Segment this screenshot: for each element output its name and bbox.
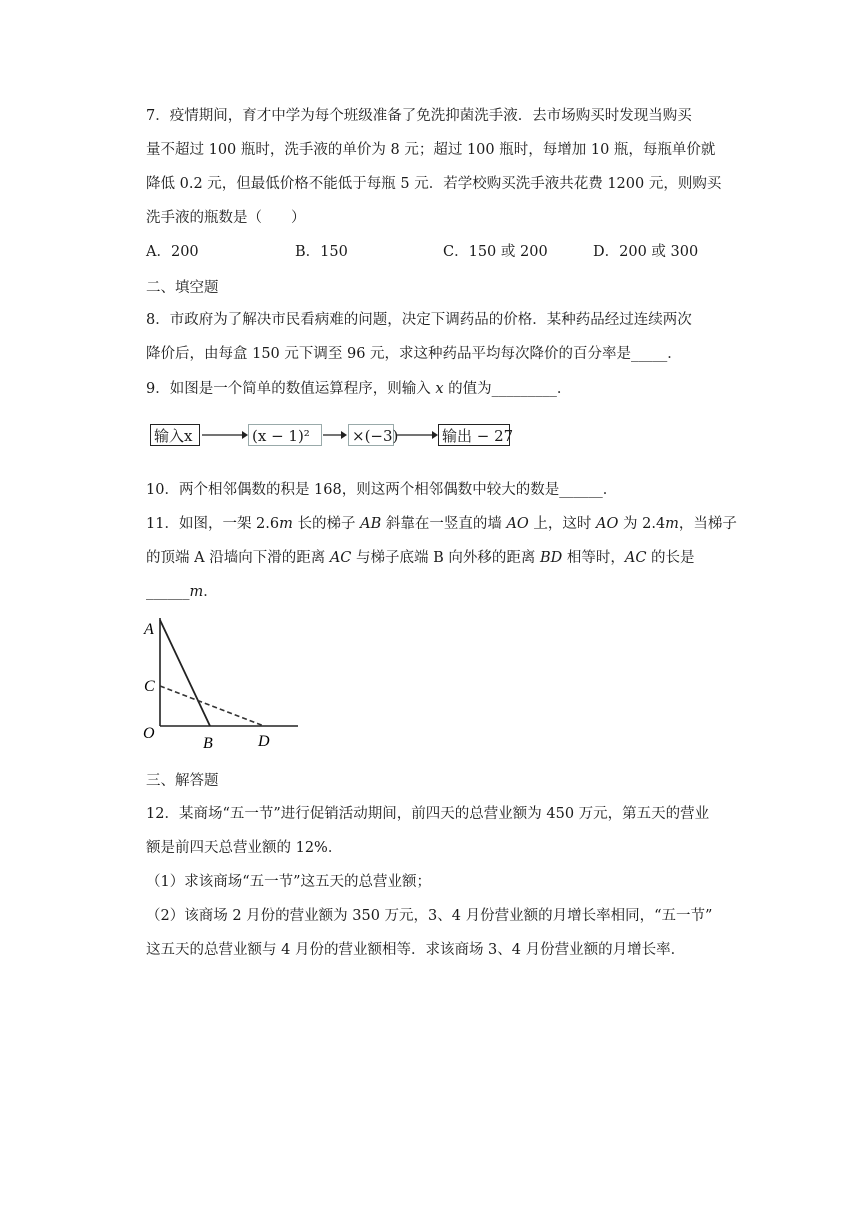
q11-unit-m: m	[279, 516, 293, 532]
q7-line-2: 量不超过 100 瓶时，洗手液的单价为 8 元；超过 100 瓶时，每增加 10 瓶，每瓶单价就	[146, 142, 716, 158]
ladder-ab	[160, 620, 210, 726]
flow-input-box: 输入x	[150, 424, 200, 446]
ladder-figure	[140, 614, 310, 754]
q8-line-2: 降价后，由每盒 150 元下调至 96 元，求这种药品平均每次降价的百分率是_____．	[146, 346, 682, 362]
q10-text: 10．两个相邻偶数的积是 168，则这两个相邻偶数中较大的数是______．	[146, 482, 618, 498]
q11-answer-blank: ______	[146, 584, 190, 600]
flow-output-box: 输出 − 27	[438, 424, 510, 446]
label-b: B	[203, 735, 213, 752]
q11-text-seg: 为 2.4	[618, 516, 666, 532]
flow-square-box: (x − 1)²	[248, 424, 322, 446]
q8-line-1: 8．市政府为了解决市民看病难的问题，决定下调药品的价格．某种药品经过连续两次	[146, 312, 692, 328]
q11-line-1	[146, 514, 737, 534]
q7-line-1: 7．疫情期间，育才中学为每个班级准备了免洗抑菌洗手液．去市场购买时发现当购买	[146, 108, 692, 124]
section-heading-fill-in: 二、填空题	[146, 280, 219, 296]
q9-text	[146, 379, 571, 399]
q11-text-seg: ．	[203, 584, 218, 600]
q9-text-prefix: 9．如图是一个简单的数值运算程序，则输入	[146, 381, 436, 397]
q12-part-1: （1）求该商场“五一节”这五天的总营业额；	[146, 874, 432, 890]
q11-text-seg: 的长是	[646, 550, 695, 566]
flow-multiply-box: ×(−3)	[348, 424, 394, 446]
q11-text-seg: 与梯子底端 B 向外移的距离	[351, 550, 540, 566]
q9-variable: x	[435, 381, 444, 397]
label-c: C	[144, 678, 155, 695]
q11-text-seg: ，当梯子	[678, 516, 737, 532]
flow-arrow-3	[396, 428, 438, 442]
q11-unit-m: m	[189, 584, 204, 600]
q7-option-b: B．150	[295, 244, 348, 260]
q11-var-ab: AB	[360, 516, 382, 532]
q11-var-ac: AC	[624, 550, 647, 566]
q12-line-2: 额是前四天总营业额的 12%．	[146, 840, 343, 856]
q9-flowchart	[150, 424, 514, 450]
q11-var-ao: AO	[596, 516, 619, 532]
q11-text-seg: 的顶端 A 沿墙向下滑的距离	[146, 550, 330, 566]
q7-option-c: C．150 或 200	[443, 244, 548, 260]
q11-line-2	[146, 548, 695, 568]
q11-line-3	[146, 582, 218, 602]
q12-line-1: 12．某商场“五一节”进行促销活动期间，前四天的总营业额为 450 万元，第五天的营业	[146, 806, 710, 822]
q11-var-ac: AC	[329, 550, 352, 566]
label-o: O	[143, 725, 155, 742]
q7-line-4: 洗手液的瓶数是（ ）	[146, 210, 306, 226]
flow-arrow-2	[323, 428, 347, 442]
q11-text-seg: 长的梯子	[292, 516, 361, 532]
ladder-cd	[160, 686, 264, 726]
q7-line-3: 降低 0.2 元，但最低价格不能低于每瓶 5 元．若学校购买洗手液共花费 1200 元，则购买	[146, 176, 722, 192]
q11-text-seg: 斜靠在一竖直的墙	[381, 516, 507, 532]
q11-var-bd: BD	[539, 550, 563, 566]
q12-part-2-line-1: （2）该商场 2 月份的营业额为 350 万元，3、4 月份营业额的月增长率相同，“五一节”	[146, 908, 713, 924]
label-a: A	[144, 621, 154, 638]
q7-option-a: A．200	[146, 244, 199, 260]
flow-arrow-1	[202, 428, 248, 442]
q12-part-2-line-2: 这五天的总营业额与 4 月份的营业额相等．求该商场 3、4 月份营业额的月增长率．	[146, 942, 686, 958]
q9-text-suffix: 的值为_________．	[443, 381, 572, 397]
label-d: D	[258, 733, 270, 750]
q11-text-seg: 相等时，	[562, 550, 625, 566]
q11-text-seg: 11．如图，一架 2.6	[146, 516, 280, 532]
q11-unit-m: m	[665, 516, 679, 532]
section-heading-solutions: 三、解答题	[146, 773, 219, 789]
q11-var-ao: AO	[506, 516, 529, 532]
q11-text-seg: 上，这时	[528, 516, 597, 532]
q7-option-d: D．200 或 300	[593, 244, 699, 260]
